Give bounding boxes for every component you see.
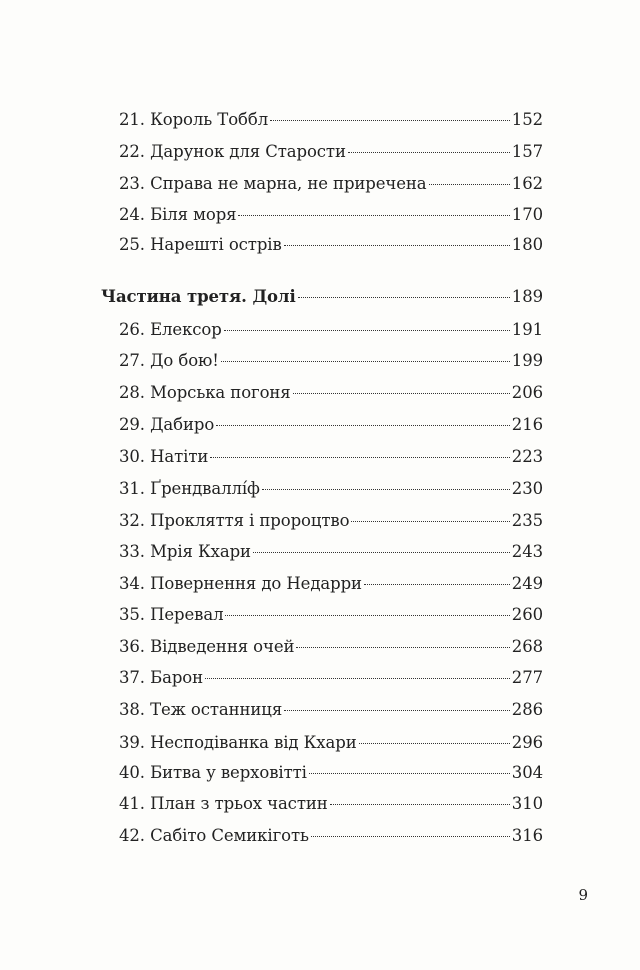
dot-leader: [298, 297, 510, 298]
dot-leader: [293, 393, 510, 394]
toc-entry: [119, 538, 543, 566]
toc-entry-title: 42. Сабіто Семикіготь: [119, 826, 309, 845]
toc-entry-title: 41. План з трьох частин: [119, 794, 328, 813]
toc-part-heading: [101, 283, 543, 311]
toc-entry-page: 152: [511, 110, 543, 129]
dot-leader: [284, 245, 510, 246]
toc-entry-title: 23. Справа не марна, не приречена: [119, 174, 427, 193]
toc-entry: [119, 411, 543, 439]
toc-entry: [119, 790, 543, 818]
dot-leader: [359, 743, 510, 744]
toc-entry-title: 39. Несподіванка від Кхари: [119, 733, 357, 752]
toc-entry: [119, 231, 543, 259]
toc-entry-title: 26. Елексор: [119, 320, 222, 339]
toc-entry: [119, 570, 543, 598]
toc-entry-title: 24. Біля моря: [119, 205, 237, 224]
toc-entry-page: 235: [511, 511, 543, 530]
toc-entry-page: 206: [511, 383, 543, 402]
toc-entry-page: 243: [511, 542, 543, 561]
toc-entry: [119, 138, 543, 166]
toc-entry: [119, 443, 543, 471]
toc-entry-title: 32. Прокляття і пророцтво: [119, 511, 350, 530]
dot-leader: [262, 489, 510, 490]
dot-leader: [330, 804, 510, 805]
toc-entry-title: 29. Дабиро: [119, 415, 215, 434]
toc-entry-page: 304: [511, 763, 543, 782]
dot-leader: [364, 584, 510, 585]
toc-entry-page: 223: [511, 447, 543, 466]
toc-part-page: 189: [511, 287, 543, 306]
toc-entry-page: 191: [511, 320, 543, 339]
toc-entry: [119, 601, 543, 629]
toc-entry-page: 286: [511, 700, 543, 719]
toc-entry: [119, 316, 543, 344]
toc-entry: [119, 729, 543, 757]
dot-leader: [225, 615, 509, 616]
toc-entry-page: 162: [511, 174, 543, 193]
toc-entry-title: 37. Барон: [119, 668, 204, 687]
toc-entry-page: 199: [511, 351, 543, 370]
toc-entry-title: 25. Нарешті острів: [119, 235, 282, 254]
dot-leader: [311, 836, 510, 837]
toc-entry: [119, 201, 543, 229]
toc-entry-page: 216: [511, 415, 543, 434]
toc-entry: [119, 106, 543, 134]
toc-entry-page: 296: [511, 733, 543, 752]
dot-leader: [348, 152, 510, 153]
dot-leader: [205, 678, 510, 679]
dot-leader: [210, 457, 510, 458]
toc-entry-title: 21. Король Тоббл: [119, 110, 269, 129]
toc-entry: [119, 347, 543, 375]
dot-leader: [270, 120, 510, 121]
toc-entry-title: 33. Мрія Кхари: [119, 542, 251, 561]
toc-entry-title: 35. Перевал: [119, 605, 224, 624]
toc-part-title: Частина третя. Долі: [101, 287, 296, 306]
toc-entry-title: 34. Повернення до Недарри: [119, 574, 362, 593]
dot-leader: [221, 361, 510, 362]
dot-leader: [224, 330, 510, 331]
toc-entry-page: 260: [511, 605, 543, 624]
toc-entry: [119, 759, 543, 787]
toc-entry-page: 316: [511, 826, 543, 845]
toc-entry-page: 170: [511, 205, 543, 224]
toc-entry: [119, 822, 543, 850]
toc-entry-page: 268: [511, 637, 543, 656]
toc-entry: [119, 475, 543, 503]
dot-leader: [253, 552, 510, 553]
dot-leader: [351, 521, 509, 522]
toc-entry: [119, 664, 543, 692]
toc-entry-title: 36. Відведення очей: [119, 637, 295, 656]
toc-entry-title: 30. Натіти: [119, 447, 209, 466]
toc-entry: [119, 633, 543, 661]
dot-leader: [238, 215, 509, 216]
dot-leader: [429, 184, 510, 185]
dot-leader: [309, 773, 510, 774]
toc-entry-page: 277: [511, 668, 543, 687]
dot-leader: [296, 647, 509, 648]
page-number: 9: [578, 886, 588, 904]
dot-leader: [216, 425, 510, 426]
toc-entry-page: 249: [511, 574, 543, 593]
toc-entry: [119, 379, 543, 407]
toc-entry-title: 40. Битва у верховітті: [119, 763, 307, 782]
toc-entry-page: 230: [511, 479, 543, 498]
toc-entry-title: 22. Дарунок для Старости: [119, 142, 346, 161]
dot-leader: [284, 710, 510, 711]
toc-entry-title: 27. До бою!: [119, 351, 219, 370]
toc-entry-page: 157: [511, 142, 543, 161]
toc-entry: [119, 507, 543, 535]
toc-entry-page: 310: [511, 794, 543, 813]
toc-entry: [119, 696, 543, 724]
toc-entry-page: 180: [511, 235, 543, 254]
toc-entry-title: 31. Ґрендваллíф: [119, 479, 260, 498]
toc-entry-title: 28. Морська погоня: [119, 383, 291, 402]
toc-entry: [119, 170, 543, 198]
toc-entry-title: 38. Теж останниця: [119, 700, 283, 719]
